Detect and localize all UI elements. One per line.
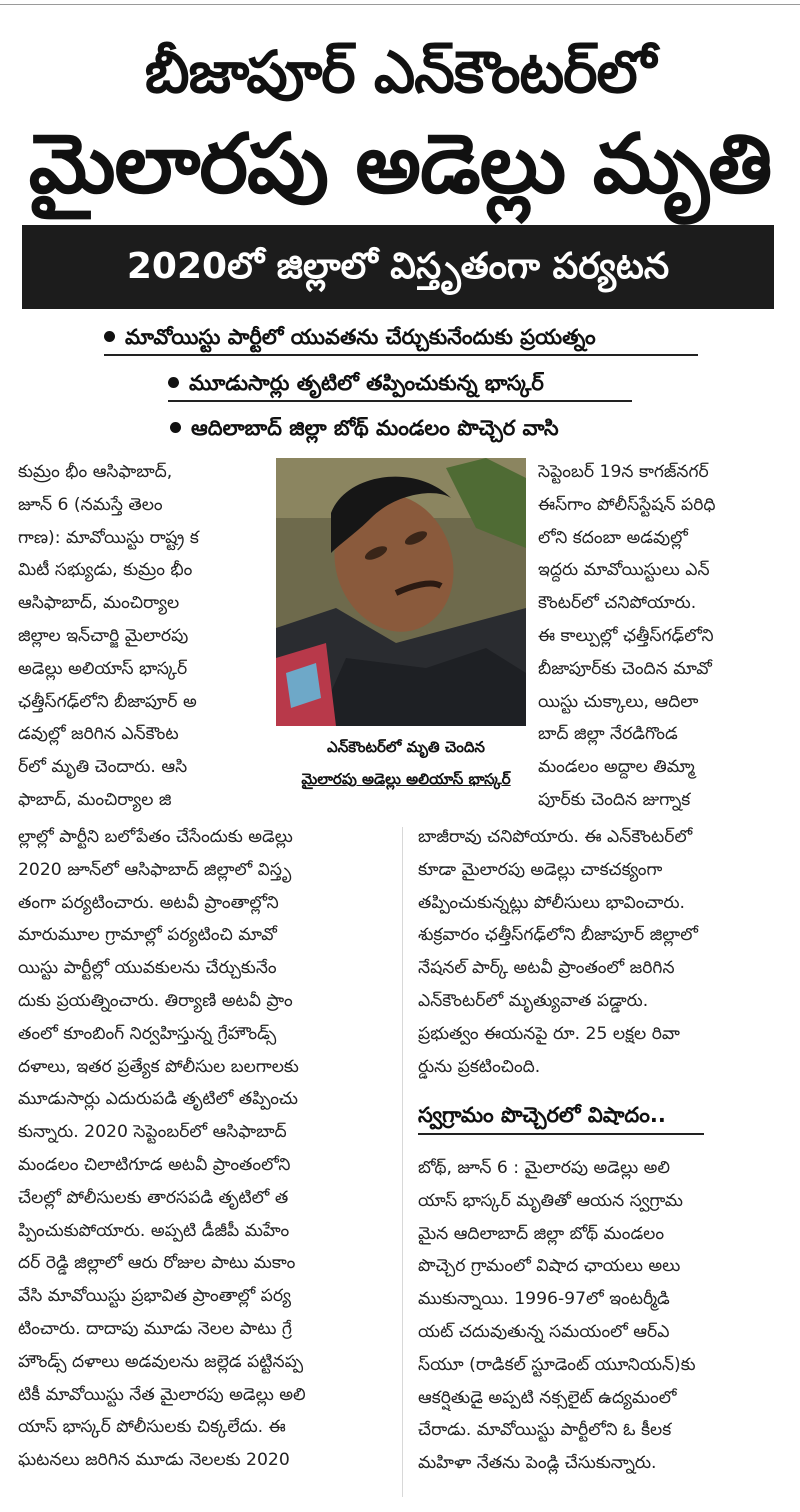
text-line: చేరాడు. మావోయిస్టు పార్టీలోని ఓ కీలక: [418, 1420, 672, 1441]
article-column-left-top: [18, 456, 266, 817]
text-line: కున్నారు. 2020 సెప్టెంబర్‌లో ఆసిఫాబాద్: [18, 1122, 287, 1143]
text-line: యాస్ భాస్కర్ పోలీసులకు చిక్కలేదు. ఈ: [18, 1417, 286, 1438]
text-line: లోని కదంబా అడవుల్లో: [538, 527, 688, 548]
bullet-dot-icon: [168, 377, 179, 388]
headline-line-2: మైలారపు అడెల్లు మృతి: [28, 117, 772, 212]
text-line: మహిళా నేతను పెండ్లి చేసుకున్నారు.: [418, 1453, 657, 1474]
text-line: బాద్ జిల్లా నేరడిగొండ: [538, 724, 678, 745]
text-line: డవుల్లో జరిగిన ఎన్‌కౌంట: [18, 724, 179, 745]
bullet-text: మావోయిస్టు పార్టీలో యువతను చేర్చుకునేందుకు ప్రయత్నం: [125, 325, 596, 349]
text-line: యట్ చదువుతున్న సమయంలో ఆర్‌ఎ: [418, 1321, 670, 1342]
text-line: పొచ్చెర గ్రామంలో విషాద ఛాయలు అలు: [418, 1256, 681, 1277]
photo-caption-line-1: ఎన్‌కౌంటర్‌లో మృతి చెందిన: [327, 738, 485, 756]
bullet-text: మూడుసార్లు తృటిలో తప్పించుకున్న భాస్కర్: [189, 371, 544, 395]
bullet-dot-icon: [170, 422, 181, 433]
text-line: ఫాబాద్, మంచిర్యాల జి: [18, 789, 172, 810]
bullet-point-3: [170, 413, 559, 443]
bullet-underline: [168, 400, 632, 402]
bullet-underline: [104, 354, 698, 356]
text-line: స్‌యూ (రాడికల్ స్టూడెంట్ యూనియన్)కు: [418, 1354, 696, 1375]
text-line: ల్లాల్లో పార్టీని బలోపేతం చేసేందుకు అడెల్లు: [18, 827, 293, 847]
subheadline-bar: 2020లో జిల్లాలో విస్తృతంగా పర్యటన: [22, 225, 774, 309]
text-line: ముకున్నాయి. 1996-97లో ఇంటర్మీడి: [418, 1289, 670, 1310]
text-line: మండలం చిలాటిగూడ అటవీ ప్రాంతంలోని: [18, 1154, 291, 1175]
news-photo: [276, 458, 526, 726]
text-line: జూన్ 6 (నమస్తే తెలం: [18, 494, 163, 515]
photo-caption-line-2: మైలారపు అడెల్లు అలియాస్ భాస్కర్: [301, 770, 511, 788]
article-column-left-bottom: [18, 821, 396, 1477]
text-line: ప్పించుకుపోయారు. అప్పటి డీజీపీ మహేం: [18, 1220, 290, 1241]
text-line: ర్డును ప్రకటించింది.: [418, 1056, 541, 1077]
text-line: దుకు ప్రయత్నించారు. తిర్యాణి అటవీ ప్రాం: [18, 990, 293, 1011]
text-line: ఈ కాల్పుల్లో ఛత్తీస్‌గఢ్‌లోని: [538, 625, 714, 646]
text-line: ఆకర్షితుడై అప్పటి నక్సలైట్ ఉద్యమంలో: [418, 1387, 677, 1408]
text-line: శుక్రవారం ఛత్తీస్‌గఢ్‌లోని బీజాపూర్ జిల్లాలో: [418, 925, 698, 946]
text-line: దళాలు, ఇతర ప్రత్యేక పోలీసుల బలగాలకు: [18, 1056, 299, 1077]
text-line: ప్రభుత్వం ఈయనపై రూ. 25 లక్షల రివా: [418, 1023, 680, 1044]
article-column-right-middle: [418, 821, 788, 1083]
text-line: దర్ రెడ్డి జిల్లాలో ఆరు రోజుల పాటు మకాం: [18, 1253, 296, 1274]
text-line: తంలో కూంబింగ్ నిర్వహిస్తున్న గ్రేహౌండ్స్: [18, 1023, 277, 1044]
text-line: తంగా పర్యటించారు. అటవీ ప్రాంతాల్లోని: [18, 892, 279, 913]
text-line: కుమ్రం భీం ఆసిఫాబాద్,: [18, 462, 173, 482]
section-subhead: స్వగ్రామం పొచ్చెరలో విషాదం..: [418, 1103, 666, 1127]
bullet-text: ఆదిలాబాద్ జిల్లా బోథ్ మండలం పొచ్చెర వాసి: [191, 416, 559, 440]
text-line: జిల్లాల ఇన్‌చార్జి మైలారపు: [18, 625, 189, 646]
text-line: హౌండ్స్ దళాలు అడవులను జల్లెడ పట్టినప్ప: [18, 1351, 304, 1372]
top-rule: [0, 4, 800, 5]
text-line: ఈస్‌గాం పోలీస్‌స్టేషన్ పరిధి: [538, 494, 716, 515]
text-line: మారుమూల గ్రామాల్లో పర్యటించి మావో: [18, 925, 277, 946]
text-line: ఎన్‌కౌంటర్‌లో మృత్యువాత పడ్డారు.: [418, 990, 649, 1011]
text-line: కౌంటర్‌లో చనిపోయారు.: [538, 593, 697, 614]
text-line: ఛత్తీస్‌గఢ్‌లోని బీజాపూర్ అ: [18, 691, 197, 712]
text-line: ఆసిఫాబాద్, మంచిర్యాల: [18, 593, 180, 614]
text-line: తప్పించుకున్నట్లు పోలీసులు భావించారు.: [418, 892, 685, 913]
text-line: మూడుసార్లు ఎదురుపడి తృటిలో తప్పించు: [18, 1089, 298, 1110]
text-line: అడెల్లు అలియాస్ భాస్కర్: [18, 658, 188, 679]
text-line: ఘటనలు జరిగిన మూడు నెలలకు 2020: [18, 1450, 290, 1471]
text-line: టించారు. దాదాపు మూడు నెలల పాటు గ్రే: [18, 1318, 292, 1339]
bullet-dot-icon: [104, 331, 115, 342]
text-line: నేషనల్ పార్క్ అటవీ ప్రాంతంలో జరిగిన: [418, 958, 675, 979]
text-line: బాజీరావు చనిపోయారు. ఈ ఎన్‌కౌంటర్‌లో: [418, 827, 693, 847]
text-line: యాస్ భాస్కర్ మృతితో ఆయన స్వగ్రామ: [418, 1190, 683, 1211]
text-line: ఇద్దరు మావోయిస్టులు ఎన్: [538, 560, 710, 581]
text-line: పూర్‌కు చెందిన జుగ్నాక: [538, 789, 691, 810]
text-line: మిటీ సభ్యుడు, కుమ్రం భీం: [18, 560, 193, 581]
text-line: యిస్టు పార్టీల్లో యువకులను చేర్చుకునేం: [18, 958, 277, 979]
text-line: 2020 జూన్‌లో ఆసిఫాబాద్ జిల్లాలో విస్తృ: [18, 859, 292, 880]
text-line: ర్‌లో మృతి చెందారు. ఆసి: [18, 757, 188, 778]
text-line: టికీ మావోయిస్టు నేత మైలారపు అడెల్లు అలి: [18, 1384, 306, 1405]
text-line: కూడా మైలారపు అడెల్లు చాకచక్యంగా: [418, 859, 663, 880]
bullet-point-1: [104, 322, 596, 352]
article-column-right-bottom: [418, 1152, 788, 1480]
section-subhead-underline: [418, 1133, 704, 1135]
text-line: చేలల్లో పోలీసులకు తారసపడి తృటిలో త: [18, 1187, 289, 1208]
text-line: సెప్టెంబర్ 19న కాగజ్‌నగర్: [538, 462, 709, 482]
text-line: గాణ): మావోయిస్టు రాష్ట్ర క: [18, 527, 199, 548]
text-line: బీజాపూర్‌కు చెందిన మావో: [538, 658, 712, 679]
text-line: మైన ఆదిలాబాద్ జిల్లా బోథ్ మండలం: [418, 1223, 665, 1244]
headline-line-1: బీజాపూర్ ఎన్‌కౌంటర్‌లో: [144, 38, 656, 106]
bullet-point-2: [168, 368, 544, 398]
column-divider: [402, 827, 403, 1497]
text-line: యిస్టు చుక్కాలు, ఆదిలా: [538, 691, 699, 712]
article-column-right-top: [538, 456, 786, 817]
text-line: బోథ్, జూన్ 6 : మైలారపు అడెల్లు అలి: [418, 1158, 670, 1178]
text-line: మండలం అద్దాల తిమ్మా: [538, 757, 695, 778]
text-line: వేసి మావోయిస్టు ప్రభావిత ప్రాంతాల్లో పర్య: [18, 1286, 291, 1307]
